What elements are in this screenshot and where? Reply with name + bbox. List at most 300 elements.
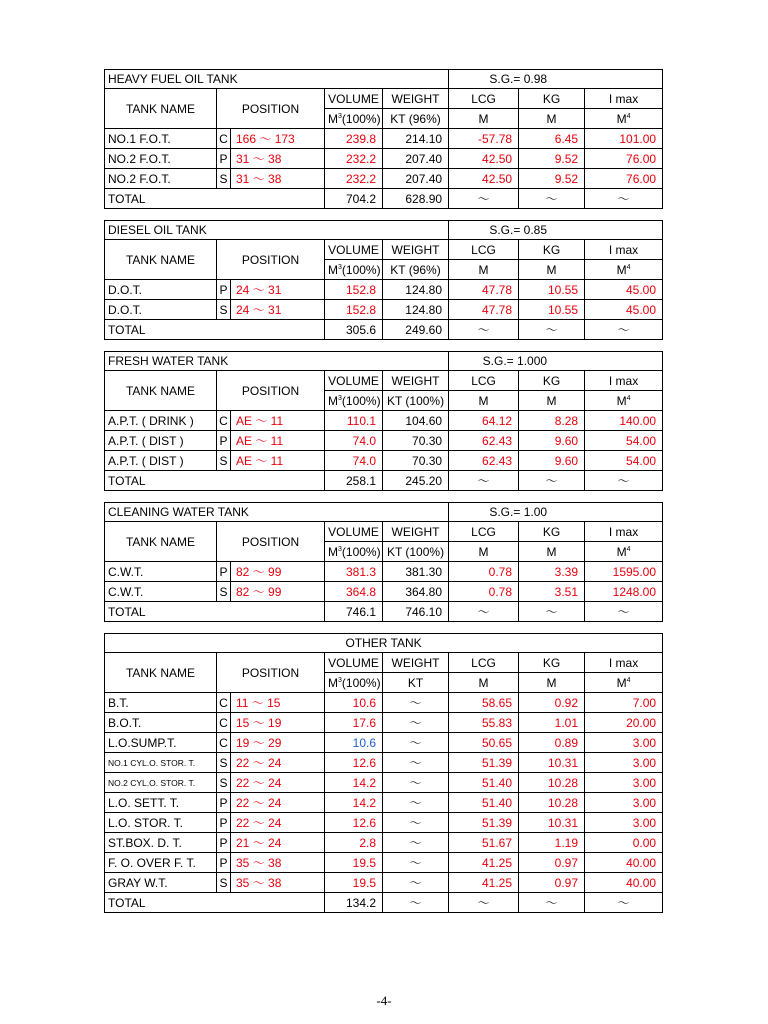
col-lcg: LCG [449,371,519,391]
total-kg: ～ [519,189,585,209]
tank-lcg: 41.25 [449,853,519,873]
tank-name: ST.BOX. D. T. [105,833,217,853]
table-row [105,280,663,300]
col-imax: I max [585,240,663,260]
tank-weight: 214.10 [383,129,449,149]
tank-kg: 8.28 [519,411,585,431]
table-title-row [105,352,663,371]
tank-kg: 10.28 [519,773,585,793]
tank-side: S [217,773,231,793]
tank-volume: 17.6 [325,713,383,733]
total-weight: 245.20 [383,471,449,491]
tank-kg: 3.39 [519,562,585,582]
col-kg: KG [519,522,585,542]
table-row [105,431,663,451]
tank-weight: ～ [383,793,449,813]
tank-imax: 1595.00 [585,562,663,582]
tank-position: 24 ～ 31 [231,280,325,300]
tank-table [104,69,663,209]
unit-m: M [328,262,338,277]
total-imax: ～ [585,893,663,913]
tank-volume: 14.2 [325,793,383,813]
specific-gravity: S.G.= 0.85 [449,221,663,240]
tank-position: 31 ～ 38 [231,149,325,169]
tank-imax: 3.00 [585,733,663,753]
tank-table [104,502,663,622]
unit-exp-3: 3 [338,263,342,271]
tank-lcg: 47.78 [449,280,519,300]
tank-kg: 9.52 [519,149,585,169]
unit-exp-3: 3 [338,112,342,120]
tank-kg: 10.31 [519,753,585,773]
tank-position: 21 ～ 24 [231,833,325,853]
tank-lcg: 51.40 [449,793,519,813]
tank-name: NO.2 F.O.T. [105,149,217,169]
table-row [105,873,663,893]
volume-unit [325,391,383,411]
tank-name: L.O.SUMP.T. [105,733,217,753]
imax-unit [585,391,663,411]
header-row [105,89,663,109]
tank-lcg: 50.65 [449,733,519,753]
tank-volume: 364.8 [325,582,383,602]
imax-unit [585,542,663,562]
lcg-unit: M [449,673,519,693]
total-imax: ～ [585,189,663,209]
tank-weight: 124.80 [383,280,449,300]
tank-position: 22 ～ 24 [231,793,325,813]
tank-position: 35 ～ 38 [231,853,325,873]
table-row [105,149,663,169]
total-lcg: ～ [449,893,519,913]
tank-lcg: 51.39 [449,813,519,833]
specific-gravity: S.G.= 1.000 [449,352,663,371]
tank-weight: 70.30 [383,431,449,451]
tank-weight: 381.30 [383,562,449,582]
tank-side: P [217,833,231,853]
unit-percent: (100%) [341,675,381,690]
kg-unit: M [519,260,585,280]
tank-lcg: 0.78 [449,562,519,582]
tank-lcg: 55.83 [449,713,519,733]
tank-lcg: 58.65 [449,693,519,713]
tank-side: S [217,873,231,893]
table-row [105,773,663,793]
col-lcg: LCG [449,240,519,260]
tank-position: 166 ～ 173 [231,129,325,149]
tank-side: P [217,813,231,833]
tank-side: P [217,149,231,169]
table-row [105,793,663,813]
tank-kg: 1.01 [519,713,585,733]
tank-name: D.O.T. [105,280,217,300]
total-volume: 704.2 [325,189,383,209]
imax-unit [585,673,663,693]
tank-lcg: 62.43 [449,431,519,451]
total-volume: 305.6 [325,320,383,340]
header-row [105,240,663,260]
tank-side: S [217,300,231,320]
tank-position: 31 ～ 38 [231,169,325,189]
table-row [105,753,663,773]
total-row [105,602,663,622]
imax-unit [585,260,663,280]
table-row [105,300,663,320]
tank-lcg: 64.12 [449,411,519,431]
tank-side: C [217,713,231,733]
tank-volume: 12.6 [325,753,383,773]
tank-kg: 0.97 [519,873,585,893]
tank-name: D.O.T. [105,300,217,320]
tank-weight: ～ [383,733,449,753]
col-volume: VOLUME [325,371,383,391]
tank-weight: 207.40 [383,169,449,189]
unit-m: M [328,544,338,559]
col-weight: WEIGHT [383,653,449,673]
total-label: TOTAL [105,320,325,340]
tank-kg: 10.55 [519,280,585,300]
tank-position: AE ～ 11 [231,431,325,451]
tank-weight: ～ [383,773,449,793]
tank-position: 15 ～ 19 [231,713,325,733]
tank-imax: 40.00 [585,873,663,893]
tank-kg: 9.60 [519,431,585,451]
col-tank-name: TANK NAME [105,89,217,129]
tank-name: L.O. SETT. T. [105,793,217,813]
tank-name: C.W.T. [105,562,217,582]
tank-side: S [217,451,231,471]
col-lcg: LCG [449,89,519,109]
tank-side: P [217,793,231,813]
tank-name: B.O.T. [105,713,217,733]
tank-kg: 10.31 [519,813,585,833]
tank-imax: 20.00 [585,713,663,733]
tank-side: S [217,582,231,602]
tank-name: NO.2 CYL.O. STOR. T. [105,773,217,793]
unit-exp-4: 4 [626,112,631,120]
unit-exp-4: 4 [626,394,631,402]
tank-volume: 14.2 [325,773,383,793]
tank-position: 11 ～ 15 [231,693,325,713]
unit-m: M [616,675,627,690]
tank-weight: 104.60 [383,411,449,431]
tank-side: P [217,431,231,451]
weight-unit: KT (96%) [383,109,449,129]
col-position: POSITION [217,89,325,129]
col-tank-name: TANK NAME [105,653,217,693]
tank-position: 82 ～ 99 [231,562,325,582]
total-lcg: ～ [449,189,519,209]
total-kg: ～ [519,602,585,622]
tank-weight: 207.40 [383,149,449,169]
col-kg: KG [519,371,585,391]
tank-imax: 7.00 [585,693,663,713]
total-kg: ～ [519,320,585,340]
tank-kg: 3.51 [519,582,585,602]
total-row [105,320,663,340]
weight-unit: KT (96%) [383,260,449,280]
col-tank-name: TANK NAME [105,522,217,562]
total-imax: ～ [585,471,663,491]
tank-kg: 10.28 [519,793,585,813]
table-row [105,713,663,733]
col-position: POSITION [217,371,325,411]
total-lcg: ～ [449,602,519,622]
tank-name: NO.2 F.O.T. [105,169,217,189]
table-row [105,562,663,582]
tank-lcg: 51.40 [449,773,519,793]
tank-lcg: 42.50 [449,169,519,189]
tank-name: L.O. STOR. T. [105,813,217,833]
unit-m: M [328,675,338,690]
tank-table [104,220,663,340]
tank-name: C.W.T. [105,582,217,602]
tank-side: C [217,733,231,753]
tank-kg: 0.89 [519,733,585,753]
tank-table [104,633,663,913]
tank-position: AE ～ 11 [231,451,325,471]
volume-unit [325,673,383,693]
total-kg: ～ [519,471,585,491]
col-position: POSITION [217,653,325,693]
col-tank-name: TANK NAME [105,240,217,280]
col-weight: WEIGHT [383,89,449,109]
imax-unit [585,109,663,129]
tank-position: 24 ～ 31 [231,300,325,320]
col-weight: WEIGHT [383,371,449,391]
col-kg: KG [519,653,585,673]
table-title: HEAVY FUEL OIL TANK [105,70,449,89]
tank-kg: 10.55 [519,300,585,320]
tank-volume: 10.6 [325,693,383,713]
table-title-row [105,70,663,89]
tank-kg: 0.92 [519,693,585,713]
tank-kg: 9.52 [519,169,585,189]
total-label: TOTAL [105,471,325,491]
tank-position: AE ～ 11 [231,411,325,431]
weight-unit: KT (100%) [383,542,449,562]
tank-side: P [217,562,231,582]
unit-exp-4: 4 [626,545,631,553]
table-row [105,813,663,833]
tank-imax: 3.00 [585,813,663,833]
col-volume: VOLUME [325,89,383,109]
tank-imax: 140.00 [585,411,663,431]
unit-exp-3: 3 [338,545,342,553]
tank-imax: 101.00 [585,129,663,149]
total-kg: ～ [519,893,585,913]
tank-volume: 381.3 [325,562,383,582]
unit-m: M [328,111,338,126]
tank-side: P [217,853,231,873]
total-lcg: ～ [449,320,519,340]
total-label: TOTAL [105,189,325,209]
tank-weight: ～ [383,813,449,833]
tank-position: 22 ～ 24 [231,753,325,773]
tank-position: 35 ～ 38 [231,873,325,893]
table-row [105,582,663,602]
tank-name: NO.1 CYL.O. STOR. T. [105,753,217,773]
tank-lcg: 0.78 [449,582,519,602]
col-imax: I max [585,522,663,542]
tank-imax: 76.00 [585,169,663,189]
specific-gravity: S.G.= 1.00 [449,503,663,522]
unit-percent: (100%) [341,393,381,408]
tank-volume: 10.6 [325,733,383,753]
tank-volume: 232.2 [325,149,383,169]
kg-unit: M [519,673,585,693]
tank-side: C [217,129,231,149]
total-label: TOTAL [105,602,325,622]
lcg-unit: M [449,109,519,129]
total-row [105,189,663,209]
tank-volume: 74.0 [325,451,383,471]
col-volume: VOLUME [325,522,383,542]
tank-name: A.P.T. ( DIST ) [105,451,217,471]
unit-percent: (100%) [341,544,381,559]
tank-side: C [217,411,231,431]
table-title-row [105,634,663,653]
col-imax: I max [585,371,663,391]
tank-weight: ～ [383,833,449,853]
unit-m: M [616,111,627,126]
tank-imax: 3.00 [585,773,663,793]
total-volume: 746.1 [325,602,383,622]
total-imax: ～ [585,602,663,622]
header-row [105,653,663,673]
tank-name: GRAY W.T. [105,873,217,893]
unit-m: M [616,544,627,559]
col-weight: WEIGHT [383,522,449,542]
col-lcg: LCG [449,653,519,673]
kg-unit: M [519,109,585,129]
tank-kg: 1.19 [519,833,585,853]
tank-volume: 12.6 [325,813,383,833]
tank-imax: 1248.00 [585,582,663,602]
unit-exp-3: 3 [338,394,342,402]
tank-weight: 124.80 [383,300,449,320]
table-row [105,693,663,713]
col-volume: VOLUME [325,653,383,673]
tank-lcg: 42.50 [449,149,519,169]
table-title-row [105,503,663,522]
table-title: CLEANING WATER TANK [105,503,449,522]
tank-volume: 239.8 [325,129,383,149]
unit-m: M [328,393,338,408]
tank-volume: 74.0 [325,431,383,451]
header-row [105,371,663,391]
table-row [105,733,663,753]
total-weight: 628.90 [383,189,449,209]
tank-position: 82 ～ 99 [231,582,325,602]
tank-imax: 3.00 [585,753,663,773]
tank-lcg: 47.78 [449,300,519,320]
table-row [105,129,663,149]
tank-name: A.P.T. ( DRINK ) [105,411,217,431]
tank-imax: 54.00 [585,451,663,471]
table-row [105,451,663,471]
unit-exp-4: 4 [626,676,631,684]
tank-weight: ～ [383,873,449,893]
tank-weight: ～ [383,713,449,733]
total-imax: ～ [585,320,663,340]
col-imax: I max [585,653,663,673]
col-kg: KG [519,240,585,260]
col-weight: WEIGHT [383,240,449,260]
tank-volume: 2.8 [325,833,383,853]
col-kg: KG [519,89,585,109]
lcg-unit: M [449,391,519,411]
tank-name: B.T. [105,693,217,713]
col-position: POSITION [217,240,325,280]
table-title-row [105,221,663,240]
tank-volume: 110.1 [325,411,383,431]
tank-kg: 6.45 [519,129,585,149]
tank-lcg: -57.78 [449,129,519,149]
unit-percent: (100%) [341,111,381,126]
tank-weight: ～ [383,853,449,873]
header-row [105,522,663,542]
table-row [105,169,663,189]
page-number: -4- [376,993,392,1008]
tank-position: 19 ～ 29 [231,733,325,753]
tank-imax: 45.00 [585,280,663,300]
kg-unit: M [519,391,585,411]
col-tank-name: TANK NAME [105,371,217,411]
table-title: FRESH WATER TANK [105,352,449,371]
tank-side: S [217,753,231,773]
tank-volume: 19.5 [325,853,383,873]
tank-volume: 232.2 [325,169,383,189]
tank-volume: 152.8 [325,280,383,300]
tank-position: 22 ～ 24 [231,813,325,833]
tank-imax: 0.00 [585,833,663,853]
table-row [105,853,663,873]
tank-side: S [217,169,231,189]
tank-lcg: 62.43 [449,451,519,471]
tank-imax: 76.00 [585,149,663,169]
unit-exp-3: 3 [338,676,342,684]
kg-unit: M [519,542,585,562]
tank-imax: 3.00 [585,793,663,813]
total-row [105,471,663,491]
col-imax: I max [585,89,663,109]
total-volume: 134.2 [325,893,383,913]
tank-name: NO.1 F.O.T. [105,129,217,149]
table-row [105,411,663,431]
tank-kg: 9.60 [519,451,585,471]
unit-m: M [616,262,627,277]
total-volume: 258.1 [325,471,383,491]
tank-side: P [217,280,231,300]
tank-weight: ～ [383,693,449,713]
lcg-unit: M [449,260,519,280]
tank-imax: 54.00 [585,431,663,451]
total-label: TOTAL [105,893,325,913]
tank-volume: 19.5 [325,873,383,893]
tank-table [104,351,663,491]
total-weight: 249.60 [383,320,449,340]
tank-side: C [217,693,231,713]
volume-unit [325,260,383,280]
table-title: OTHER TANK [105,634,663,653]
col-lcg: LCG [449,522,519,542]
tank-imax: 40.00 [585,853,663,873]
tank-weight: 70.30 [383,451,449,471]
tank-lcg: 41.25 [449,873,519,893]
lcg-unit: M [449,542,519,562]
table-title: DIESEL OIL TANK [105,221,449,240]
